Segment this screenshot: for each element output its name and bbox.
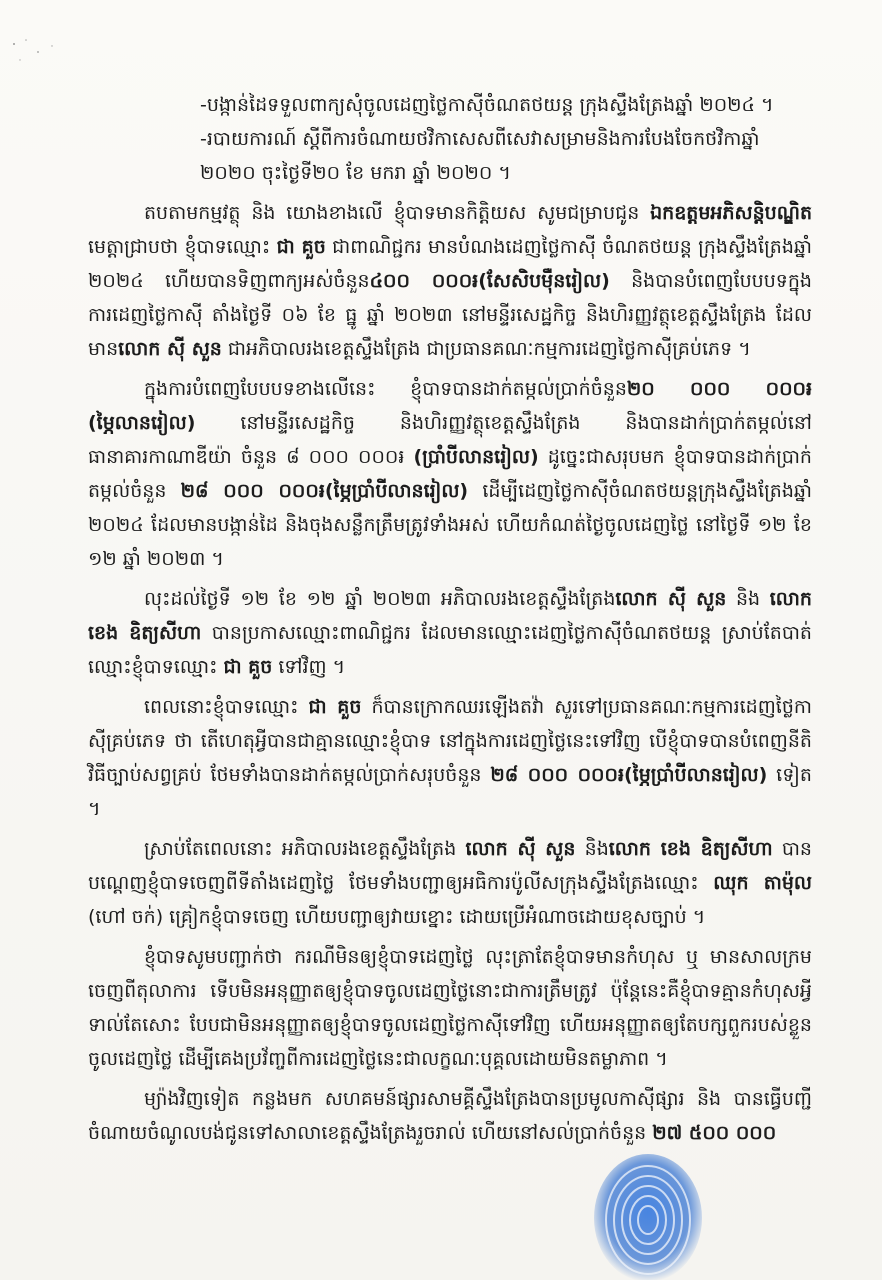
- bold-text: ជា គួច: [223, 656, 273, 678]
- fingerprint-icon: [588, 1140, 708, 1280]
- text-run: និង: [726, 588, 770, 610]
- text-run: នៅមន្ទីរសេដ្ឋកិច្ច និងហិរញ្ញវត្ថុខេត្តស្ទឹងត្រែង និងបានដាក់ប្រាក់តម្កល់នៅធានាគារកាណាឌីយ៉ា ចំនួន ៨ ០០០ ០០០៛: [88, 412, 812, 468]
- body-paragraph: [88, 372, 812, 576]
- bold-text: ជា គួច: [308, 696, 362, 718]
- letter-body: [88, 196, 812, 1150]
- body-paragraph: [88, 832, 812, 934]
- text-run: លុះដល់ថ្ងៃទី ១២ ខែ ១២ ឆ្នាំ ២០២៣ អភិបាលរងខេត្តស្ទឹងត្រែង: [144, 588, 616, 610]
- bold-text: ជា គួច: [276, 236, 326, 258]
- text-run: ក្នុងការបំពេញបែបបទខាងលើនេះ ខ្ញុំបាទបានដាក់តម្កល់ប្រាក់ចំនួន: [144, 378, 627, 400]
- text-run: ដើម្បីដេញថ្លៃកាស៊ីចំណតថយន្តក្រុងស្ទឹងត្រែងឆ្នាំ ២០២៤ ដែលមានបង្កាន់ដៃ និងចុងសន្លឹកត្រឹមត្រូវទាំងអស់ ហើយកំណត់ថ្ងៃចូលដេញថ្លៃ នៅថ្ងៃទី ១២ ខែ ១២ ឆ្នាំ ២០២៣ ។: [88, 480, 812, 570]
- bold-text: លោក ស៊ី សួន: [118, 338, 222, 360]
- body-paragraph: [88, 582, 812, 684]
- text-run: បានប្រកាសឈ្មោះពាណិជ្ជករ ដែលមានឈ្មោះដេញថ្លៃកាស៊ីចំណតថយន្ត ស្រាប់តែបាត់ឈ្មោះខ្ញុំបាទឈ្មោះ: [88, 622, 812, 678]
- text-run: ទៅវិញ ។: [272, 656, 346, 678]
- bold-text: លោក ស៊ី សួន: [465, 838, 576, 860]
- text-run: ជាអភិបាលរងខេត្តស្ទឹងត្រែង ជាប្រធានគណៈកម្មការដេញថ្លៃកាស៊ីគ្រប់ភេទ ។: [221, 338, 751, 360]
- text-run: (ហៅ ចក់) គ្រៀកខ្ញុំបាទចេញ ហើយបញ្ជាឲ្យវាយខ្នោះ ដោយប្រើអំណាចដោយខុសច្បាប់ ។: [88, 906, 706, 928]
- bold-text: លោក ស៊ី សួន: [615, 588, 727, 610]
- bold-text: លោក ខេង ឧិត្យសីហា: [608, 838, 773, 860]
- reference-line: -របាយការណ៍ ស្តីពីការចំណាយថវិកាសេសពីសេវាសម្រាមនិងការបែងចែកថវិកាឆ្នាំ: [200, 128, 760, 150]
- text-run: មេត្តាជ្រាបថា ខ្ញុំបាទឈ្មោះ: [88, 236, 277, 258]
- text-run: ពេលនោះខ្ញុំបាទឈ្មោះ: [144, 696, 309, 718]
- bold-text: ២៨ ០០០ ០០០៛(ម្ភៃប្រាំបីលានរៀល): [180, 480, 469, 502]
- body-paragraph: [88, 196, 812, 366]
- body-paragraph: [88, 940, 812, 1076]
- reference-line: ២០២០ ចុះថ្ងៃទី២០ ខែ មករា ឆ្នាំ ២០២០ ។: [200, 162, 511, 184]
- text-run: ខ្ញុំបាទសូមបញ្ជាក់ថា ករណីមិនឲ្យខ្ញុំបាទដេញថ្លៃ លុះត្រាតែខ្ញុំបាទមានកំហុស ឬ មានសាលក្រមចេញពីតុលាការ ទើបមិនអនុញ្ញាតឲ្យខ្ញុំបាទចូលដេញថ្លៃនោះជាការត្រឹមត្រូវ ប៉ុន្តែនេះគឺខ្ញុំបាទគ្មានកំហុសអ្វីទាល់តែសោះ បែបជាមិនអនុញ្ញាតឲ្យខ្ញុំបាទចូលដេញថ្លៃកាស៊ីទៅវិញ ហើយអនុញ្ញាតឲ្យតែបក្សពួករបស់ខ្លួនចូលដេញថ្លៃ ដើម្បីគេងប្រវ័ញ្ចពីការដេញថ្លៃនេះជាលក្ខណៈបុគ្គលដោយមិនតម្លាភាព ។: [88, 946, 812, 1070]
- text-run: ស្រាប់តែពេលនោះ អភិបាលរងខេត្តស្ទឹងត្រែង: [144, 838, 466, 860]
- reference-line: -បង្កាន់ដៃទទួលពាក្យសុំចូលដេញថ្លៃកាស៊ីចំណតថយន្ត ក្រុងស្ទឹងត្រែងឆ្នាំ ២០២៤ ។: [200, 94, 774, 116]
- text-run: និង: [575, 838, 609, 860]
- text-run: ម្យ៉ាងវិញទៀត កន្លងមក សហគមន៍ផ្សារសាមគ្គីស្ទឹងត្រែងបានប្រមូលកាស៊ីផ្សារ និង បានធ្វើបញ្ជីចំណាយចំណូលបង់ជូនទៅសាលាខេត្តស្ទឹងត្រែងរួចរាល់ ហើយនៅសល់ប្រាក់ចំនួន: [88, 1088, 812, 1144]
- scan-speckle-icon: [8, 34, 68, 74]
- text-run: តបតាមកម្មវត្ថុ និង យោងខាងលើ ខ្ញុំបាទមានកិត្តិយស សូមជម្រាបជូន: [144, 202, 651, 224]
- text-run: ដូច្នេះជាសរុបមក ខ្ញុំបាទបានដាក់ប្រាក់តម្កល់ចំនួន: [88, 446, 812, 502]
- text-run: ទៀត ។: [88, 764, 812, 820]
- bold-text: ឈុក តាម៉ុល: [713, 872, 812, 894]
- bold-text: (ប្រាំបីលានរៀល): [413, 446, 539, 468]
- text-run: ជាពាណិជ្ជករ មានបំណងដេញថ្លៃកាស៊ី ចំណតថយន្ត ក្រុងស្ទឹងត្រែងឆ្នាំ ២០២៤ ហើយបានទិញពាក្យអស់ចំនួន: [88, 236, 813, 292]
- bold-text: ២៧ ៥០០ ០០០: [652, 1122, 777, 1144]
- bold-text: លោក ខេង ឧិត្យសីហា: [88, 588, 812, 644]
- text-run: និងបានបំពេញបែបបទក្នុងការដេញថ្លៃកាស៊ី តាំងថ្ងៃទី ០៦ ខែ ធ្នូ ឆ្នាំ ២០២៣ នៅមន្ទីរសេដ្ឋកិច្ច និងហិរញ្ញវត្ថុខេត្តស្ទឹងត្រែង ដែលមាន: [88, 270, 812, 360]
- bold-text: ២០ ០០០ ០០០៛(ម្ភៃលានរៀល): [88, 378, 812, 434]
- bold-text: ៤០០ ០០០៛(សែសិបម៉ឺនរៀល): [369, 270, 610, 292]
- text-run: បានបណ្តេញខ្ញុំបាទចេញពីទីតាំងដេញថ្លៃ ថែមទាំងបញ្ជាឲ្យអធិការប៉ូលីសក្រុងស្ទឹងត្រែងឈ្មោះ: [88, 838, 812, 894]
- reference-list: [200, 88, 820, 190]
- bold-text: ឯកឧត្តមអភិសន្តិបណ្ឌិត: [650, 202, 812, 224]
- body-paragraph: [88, 690, 812, 826]
- bold-text: ២៨ ០០០ ០០០៛(ម្ភៃប្រាំបីលានរៀល): [490, 764, 768, 786]
- text-run: ក៏បានក្រោកឈរឡើងតវ៉ា សួរទៅប្រធានគណៈកម្មការដេញថ្លៃកាស៊ីគ្រប់ភេទ ថា តើហេតុអ្វីបានជាគ្មានឈ្មោះខ្ញុំបាទ នៅក្នុងការដេញថ្លៃនេះទៅវិញ បើខ្ញុំបាទបានបំពេញនីតិវិធីច្បាប់សព្វគ្រប់ ថែមទាំងបានដាក់តម្កល់ប្រាក់សរុបចំនួន: [88, 696, 812, 786]
